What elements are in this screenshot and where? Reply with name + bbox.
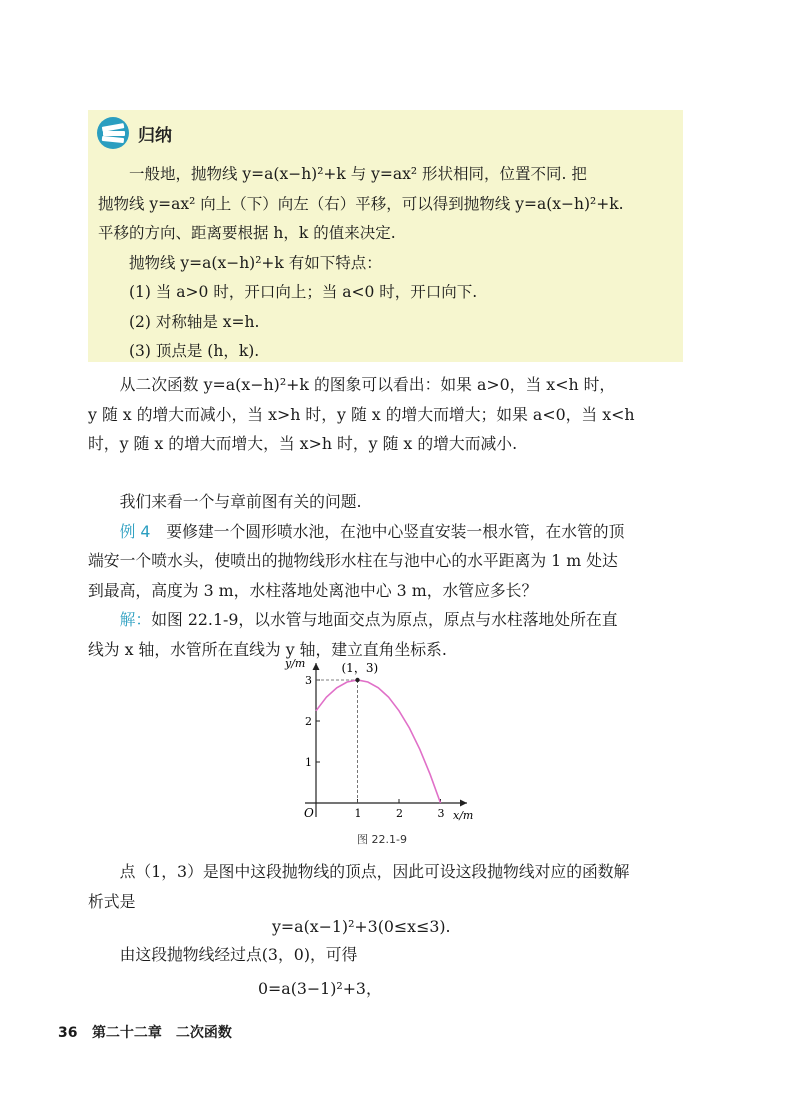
summary-line: (1) 当 a>0 时，开口向上；当 a<0 时，开口向下. (129, 283, 478, 301)
vertex-point (355, 678, 359, 682)
paragraph-line: 从二次函数 y=a(x−h)²+k 的图象可以看出：如果 a>0，当 x<h 时， (119, 375, 616, 394)
solution-line: 线为 x 轴，水管所在直线为 y 轴，建立直角坐标系. (88, 639, 447, 659)
paragraph-monotonicity (88, 370, 693, 459)
example-line: 到最高，高度为 3 m，水柱落地处离池中心 3 m，水管应多长？ (88, 580, 538, 600)
summary-title: 归纳 (138, 125, 172, 146)
figure-caption: 图 22.1-9 (357, 833, 407, 846)
summary-line: 一般地，抛物线 y=a(x−h)²+k 与 y=ax² 形状相同，位置不同. 把 (129, 165, 587, 183)
paragraph-line: 点（1，3）是图中这段抛物线的顶点，因此可设这段抛物线对应的函数解 (119, 862, 630, 881)
book-stack-icon (96, 116, 132, 150)
x-tick-label: 2 (396, 807, 403, 820)
x-tick-label: 3 (437, 807, 445, 820)
y-axis-label: y/m (285, 657, 306, 670)
example-line: 端安一个喷水头，使喷出的抛物线形水柱在与池中心的水平距离为 1 m 处达 (88, 551, 618, 570)
vertex-label: (1，3) (341, 661, 379, 675)
example-label: 例 4 (119, 521, 151, 541)
summary-line: 抛物线 y=a(x−h)²+k 有如下特点： (129, 253, 382, 272)
solution-line: 如图 22.1-9，以水管与地面交点为原点，原点与水柱落地处所在直 (151, 610, 618, 629)
y-tick-label: 3 (305, 674, 312, 687)
x-tick-label: 1 (354, 807, 362, 820)
summary-line: 平移的方向、距离要根据 h，k 的值来决定. (98, 224, 396, 242)
summary-box (88, 110, 683, 362)
example-section (88, 487, 693, 664)
paragraph-line: 时，y 随 x 的增大而增大，当 x>h 时，y 随 x 的增大而减小. (88, 434, 518, 453)
parabola-chart (275, 655, 490, 850)
y-tick-label: 1 (305, 756, 312, 769)
example-line: 要修建一个圆形喷水池，在池中心竖直安装一根水管，在水管的顶 (166, 521, 625, 541)
origin-label: O (304, 806, 314, 820)
solution-label: 解： (119, 610, 152, 629)
y-tick-label: 2 (305, 715, 312, 728)
intro-line: 我们来看一个与章前图有关的问题. (119, 492, 362, 511)
equation-2: 0=a(3−1)²+3， (258, 979, 382, 998)
parabola-curve (316, 680, 441, 803)
summary-header (96, 116, 172, 150)
summary-line: (2) 对称轴是 x=h. (129, 312, 260, 331)
x-axis-label: x/m (453, 809, 474, 822)
chapter-title: 第二十二章 二次函数 (91, 1025, 232, 1041)
equation-1: y=a(x−1)²+3(0≤x≤3). (272, 917, 451, 936)
solution-first-line (88, 605, 693, 635)
page-number: 36 (58, 1025, 78, 1041)
figure-22-1-9 (275, 655, 490, 850)
paragraph-substitute (88, 940, 693, 970)
page-footer (58, 1022, 232, 1042)
summary-line: (3) 顶点是 (h，k). (129, 342, 260, 360)
example-first-line (88, 517, 693, 547)
paragraph-vertex (88, 857, 693, 916)
paragraph-line: 析式是 (88, 891, 136, 911)
paragraph-line: 由这段抛物线经过点(3，0)，可得 (119, 945, 358, 964)
summary-line: 抛物线 y=ax² 向上（下）向左（右）平移，可以得到抛物线 y=a(x−h)²+k. (98, 194, 624, 213)
summary-body (98, 160, 683, 367)
paragraph-line: y 随 x 的增大而减小，当 x>h 时，y 随 x 的增大而增大；如果 a<0，当 x<h (88, 404, 635, 424)
